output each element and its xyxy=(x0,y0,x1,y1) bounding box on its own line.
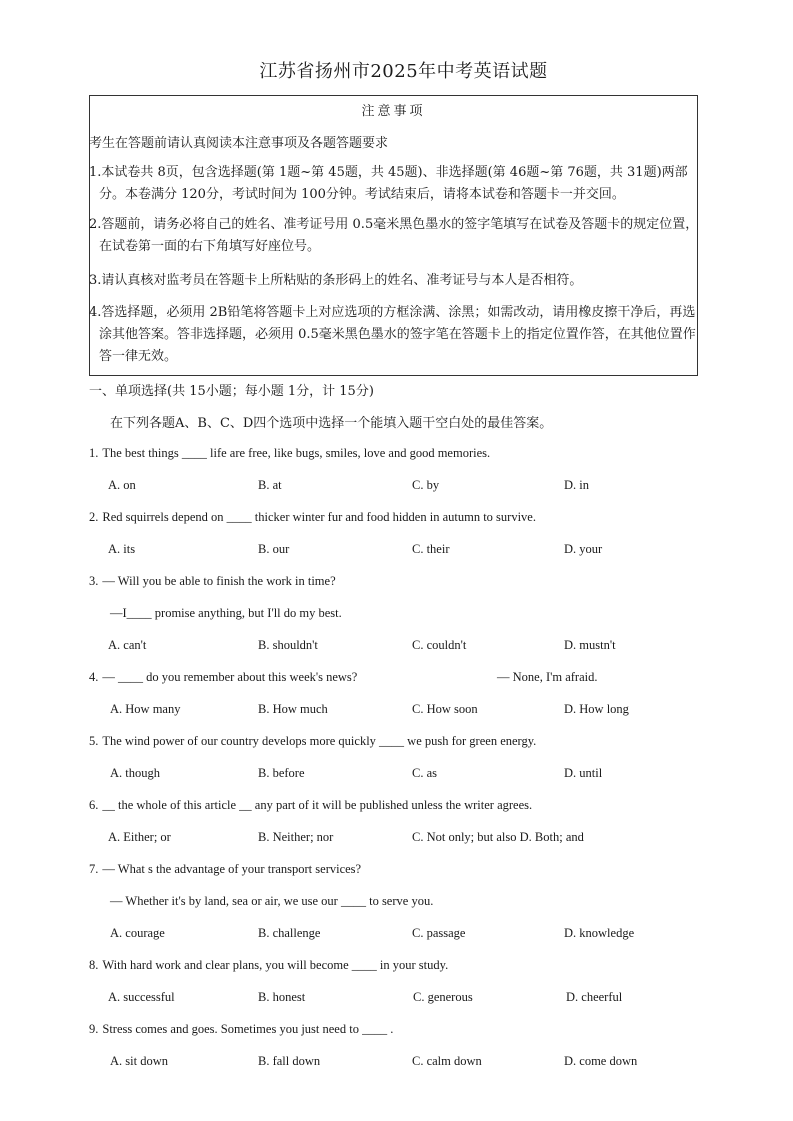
option-5d[interactable]: D. until xyxy=(564,766,603,780)
section-title: 一、单项选择(共 15小题；每小题 1分，计 15分) xyxy=(89,384,374,399)
question-8 xyxy=(89,958,448,973)
question-4-reply: — None, I'm afraid. xyxy=(497,670,598,684)
option-4d[interactable]: D. How long xyxy=(564,702,629,716)
question-number: 1. xyxy=(89,446,99,460)
option-4c[interactable]: C. How soon xyxy=(412,702,478,716)
question-stem: Red squirrels depend on ____ thicker winter fur and food hidden in autumn to survive. xyxy=(102,510,536,524)
question-stem: __ the whole of this article __ any part of it will be published unless the writer agrees. xyxy=(102,798,533,812)
question-stem: Stress comes and goes. Sometimes you just need to ____ . xyxy=(102,1022,394,1036)
option-8b[interactable]: B. honest xyxy=(258,990,306,1004)
question-7-reply: — Whether it's by land, sea or air, we use our ____ to serve you. xyxy=(110,894,434,908)
notice-item-3: 3.请认真核对监考员在答题卡上所粘贴的条形码上的姓名、准考证号与本人是否相符。 xyxy=(89,273,583,288)
option-6b[interactable]: B. Neither; nor xyxy=(258,830,334,844)
option-3c[interactable]: C. couldn't xyxy=(412,638,467,652)
question-stem: The best things ____ life are free, like bugs, smiles, love and good memories. xyxy=(102,446,491,460)
question-number: 4. xyxy=(89,670,99,684)
option-2b[interactable]: B. our xyxy=(258,542,290,556)
question-7 xyxy=(89,862,361,877)
option-1c[interactable]: C. by xyxy=(412,478,440,492)
option-1a[interactable]: A. on xyxy=(108,478,136,492)
question-4 xyxy=(89,670,357,685)
option-9a[interactable]: A. sit down xyxy=(110,1054,168,1068)
notice-item-2: 2.答题前，请务必将自己的姓名、准考证号用 0.5毫米黑色墨水的签字笔填写在试卷及答题卡的规定位置，在试卷第一面的右下角填写好座位号。 xyxy=(89,217,699,254)
option-5b[interactable]: B. before xyxy=(258,766,305,780)
question-3-reply: —I____ promise anything, but I'll do my best. xyxy=(110,606,342,620)
question-number: 9. xyxy=(89,1022,99,1036)
question-stem: — What s the advantage of your transport services? xyxy=(102,862,362,876)
question-stem: With hard work and clear plans, you will become ____ in your study. xyxy=(102,958,449,972)
option-3d[interactable]: D. mustn't xyxy=(564,638,616,652)
question-number: 2. xyxy=(89,510,99,524)
option-2c[interactable]: C. their xyxy=(412,542,450,556)
question-number: 5. xyxy=(89,734,99,748)
option-7d[interactable]: D. knowledge xyxy=(564,926,635,940)
question-5 xyxy=(89,734,536,749)
question-6 xyxy=(89,798,532,813)
option-7a[interactable]: A. courage xyxy=(110,926,165,940)
option-2d[interactable]: D. your xyxy=(564,542,603,556)
option-9c[interactable]: C. calm down xyxy=(412,1054,482,1068)
option-9d[interactable]: D. come down xyxy=(564,1054,638,1068)
option-6a[interactable]: A. Either; or xyxy=(108,830,171,844)
option-7b[interactable]: B. challenge xyxy=(258,926,321,940)
option-4b[interactable]: B. How much xyxy=(258,702,328,716)
question-stem: — ____ do you remember about this week's news? xyxy=(102,670,358,684)
option-2a[interactable]: A. its xyxy=(108,542,136,556)
option-3a[interactable]: A. can't xyxy=(108,638,147,652)
option-3b[interactable]: B. shouldn't xyxy=(258,638,318,652)
option-1d[interactable]: D. in xyxy=(564,478,589,492)
notice-item-1: 1.本试卷共 8页，包含选择题(第 1题~第 45题，共 45题)、非选择题(第 46题~第 76题，共 31题)两部分。本卷满分 120分，考试时间为 100分钟。考试结束后，请将本试卷和答题卡一并交回。 xyxy=(89,165,688,202)
question-number: 8. xyxy=(89,958,99,972)
question-1 xyxy=(89,446,490,461)
question-9 xyxy=(89,1022,393,1037)
option-6cd[interactable]: C. Not only; but also D. Both; and xyxy=(412,830,584,844)
option-4a[interactable]: A. How many xyxy=(110,702,181,716)
notice-item-4: 4.答选择题，必须用 2B铅笔将答题卡上对应选项的方框涂满、涂黑；如需改动，请用橡皮擦干净后，再选涂其他答案。答非选择题，必须用 0.5毫米黑色墨水的签字笔在答题卡上的指定位置作答，在其他位置作答一律无效。 xyxy=(89,305,696,364)
question-3 xyxy=(89,574,336,589)
question-number: 6. xyxy=(89,798,99,812)
notice-box xyxy=(89,95,698,376)
option-1b[interactable]: B. at xyxy=(258,478,282,492)
option-5c[interactable]: C. as xyxy=(412,766,437,780)
option-9b[interactable]: B. fall down xyxy=(258,1054,321,1068)
page-title: 江苏省扬州市2025年中考英语试题 xyxy=(259,61,548,82)
notice-heading: 注意事项 xyxy=(361,104,426,119)
option-7c[interactable]: C. passage xyxy=(412,926,466,940)
question-2 xyxy=(89,510,536,525)
option-8c[interactable]: C. generous xyxy=(413,990,473,1004)
option-8a[interactable]: A. successful xyxy=(108,990,175,1004)
question-stem: — Will you be able to finish the work in time? xyxy=(102,574,336,588)
notice-intro: 考生在答题前请认真阅读本注意事项及各题答题要求 xyxy=(89,136,389,151)
option-8d[interactable]: D. cheerful xyxy=(566,990,623,1004)
option-5a[interactable]: A. though xyxy=(110,766,160,780)
question-number: 7. xyxy=(89,862,99,876)
question-stem: The wind power of our country develops more quickly ____ we push for green energy. xyxy=(102,734,537,748)
question-number: 3. xyxy=(89,574,99,588)
section-desc: 在下列各题A、B、C、D四个选项中选择一个能填入题干空白处的最佳答案。 xyxy=(110,416,553,431)
